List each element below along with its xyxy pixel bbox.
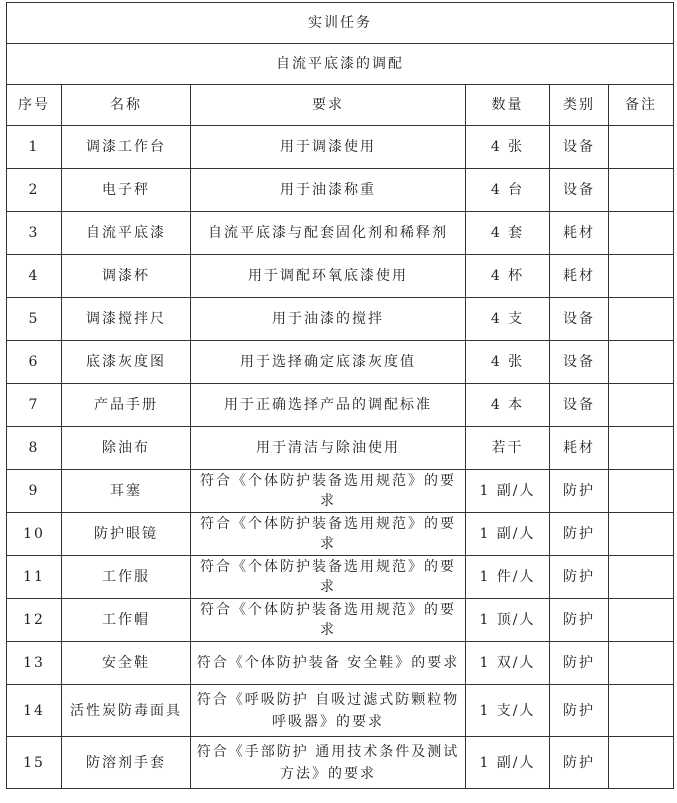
- cell-no: 2: [7, 169, 62, 212]
- cell-category: 耗材: [550, 212, 609, 255]
- cell-quantity: 4 杯: [466, 255, 550, 298]
- header-quantity: 数量: [466, 85, 550, 126]
- cell-note: [609, 642, 674, 685]
- table-row: [7, 513, 674, 556]
- cell-requirement: 符合《个体防护装备 安全鞋》的要求: [191, 642, 466, 685]
- cell-quantity: 1 件/人: [466, 556, 550, 599]
- cell-note: [609, 599, 674, 642]
- cell-note: [609, 255, 674, 298]
- cell-no: 3: [7, 212, 62, 255]
- cell-requirement: 符合《呼吸防护 自吸过滤式防颗粒物呼吸器》的要求: [191, 685, 466, 737]
- cell-requirement: 符合《个体防护装备选用规范》的要求: [191, 470, 466, 513]
- table-row: [7, 126, 674, 169]
- table-row: [7, 556, 674, 599]
- cell-requirement: 用于清洁与除油使用: [191, 427, 466, 470]
- cell-no: 9: [7, 470, 62, 513]
- cell-note: [609, 212, 674, 255]
- cell-quantity: 若干: [466, 427, 550, 470]
- cell-no: 10: [7, 513, 62, 556]
- cell-name: 安全鞋: [62, 642, 191, 685]
- cell-note: [609, 427, 674, 470]
- cell-note: [609, 513, 674, 556]
- task-title: 实训任务: [7, 3, 674, 44]
- table-row: [7, 341, 674, 384]
- cell-name: 产品手册: [62, 384, 191, 427]
- table-subtitle: 自流平底漆的调配: [7, 44, 674, 85]
- header-requirement: 要求: [191, 85, 466, 126]
- cell-requirement: 用于油漆称重: [191, 169, 466, 212]
- table-row: [7, 685, 674, 737]
- cell-no: 13: [7, 642, 62, 685]
- cell-name: 除油布: [62, 427, 191, 470]
- cell-note: [609, 341, 674, 384]
- cell-no: 14: [7, 685, 62, 737]
- cell-quantity: 4 本: [466, 384, 550, 427]
- cell-no: 6: [7, 341, 62, 384]
- cell-note: [609, 685, 674, 737]
- cell-no: 7: [7, 384, 62, 427]
- cell-category: 设备: [550, 169, 609, 212]
- cell-note: [609, 298, 674, 341]
- cell-requirement: 自流平底漆与配套固化剂和稀释剂: [191, 212, 466, 255]
- cell-no: 5: [7, 298, 62, 341]
- header-name: 名称: [62, 85, 191, 126]
- cell-name: 防溶剂手套: [62, 737, 191, 789]
- cell-quantity: 1 副/人: [466, 737, 550, 789]
- cell-requirement: 用于调配环氧底漆使用: [191, 255, 466, 298]
- cell-quantity: 4 张: [466, 341, 550, 384]
- header-no: 序号: [7, 85, 62, 126]
- table-row: [7, 599, 674, 642]
- cell-requirement: 用于选择确定底漆灰度值: [191, 341, 466, 384]
- cell-requirement: 符合《手部防护 通用技术条件及测试方法》的要求: [191, 737, 466, 789]
- cell-no: 15: [7, 737, 62, 789]
- cell-requirement: 用于调漆使用: [191, 126, 466, 169]
- cell-no: 12: [7, 599, 62, 642]
- cell-quantity: 4 张: [466, 126, 550, 169]
- cell-requirement: 符合《个体防护装备选用规范》的要求: [191, 556, 466, 599]
- table-row: [7, 737, 674, 789]
- cell-no: 11: [7, 556, 62, 599]
- cell-category: 耗材: [550, 427, 609, 470]
- table-row: [7, 470, 674, 513]
- cell-name: 底漆灰度图: [62, 341, 191, 384]
- cell-category: 设备: [550, 126, 609, 169]
- cell-name: 耳塞: [62, 470, 191, 513]
- cell-quantity: 1 双/人: [466, 642, 550, 685]
- table-row: [7, 212, 674, 255]
- table-row: [7, 255, 674, 298]
- cell-quantity: 4 支: [466, 298, 550, 341]
- cell-quantity: 4 台: [466, 169, 550, 212]
- table-row: [7, 427, 674, 470]
- cell-note: [609, 169, 674, 212]
- table-row: [7, 169, 674, 212]
- cell-note: [609, 126, 674, 169]
- cell-no: 1: [7, 126, 62, 169]
- cell-category: 设备: [550, 341, 609, 384]
- cell-name: 工作服: [62, 556, 191, 599]
- cell-requirement: 用于油漆的搅拌: [191, 298, 466, 341]
- cell-note: [609, 737, 674, 789]
- header-category: 类别: [550, 85, 609, 126]
- cell-no: 8: [7, 427, 62, 470]
- cell-quantity: 1 顶/人: [466, 599, 550, 642]
- cell-no: 4: [7, 255, 62, 298]
- cell-category: 防护: [550, 599, 609, 642]
- cell-name: 自流平底漆: [62, 212, 191, 255]
- cell-quantity: 4 套: [466, 212, 550, 255]
- cell-quantity: 1 副/人: [466, 470, 550, 513]
- cell-name: 调漆工作台: [62, 126, 191, 169]
- cell-category: 设备: [550, 298, 609, 341]
- cell-note: [609, 470, 674, 513]
- cell-name: 调漆搅拌尺: [62, 298, 191, 341]
- cell-requirement: 符合《个体防护装备选用规范》的要求: [191, 513, 466, 556]
- cell-category: 设备: [550, 384, 609, 427]
- cell-category: 耗材: [550, 255, 609, 298]
- cell-quantity: 1 副/人: [466, 513, 550, 556]
- cell-category: 防护: [550, 737, 609, 789]
- cell-category: 防护: [550, 513, 609, 556]
- table-row: [7, 384, 674, 427]
- table-row: [7, 298, 674, 341]
- cell-name: 电子秤: [62, 169, 191, 212]
- cell-requirement: 符合《个体防护装备选用规范》的要求: [191, 599, 466, 642]
- cell-requirement: 用于正确选择产品的调配标准: [191, 384, 466, 427]
- cell-name: 防护眼镜: [62, 513, 191, 556]
- cell-category: 防护: [550, 642, 609, 685]
- cell-quantity: 1 支/人: [466, 685, 550, 737]
- cell-category: 防护: [550, 685, 609, 737]
- cell-name: 工作帽: [62, 599, 191, 642]
- header-note: 备注: [609, 85, 674, 126]
- cell-note: [609, 384, 674, 427]
- equipment-table: [6, 2, 674, 789]
- cell-name: 活性炭防毒面具: [62, 685, 191, 737]
- cell-name: 调漆杯: [62, 255, 191, 298]
- table-row: [7, 642, 674, 685]
- cell-category: 防护: [550, 470, 609, 513]
- cell-note: [609, 556, 674, 599]
- cell-category: 防护: [550, 556, 609, 599]
